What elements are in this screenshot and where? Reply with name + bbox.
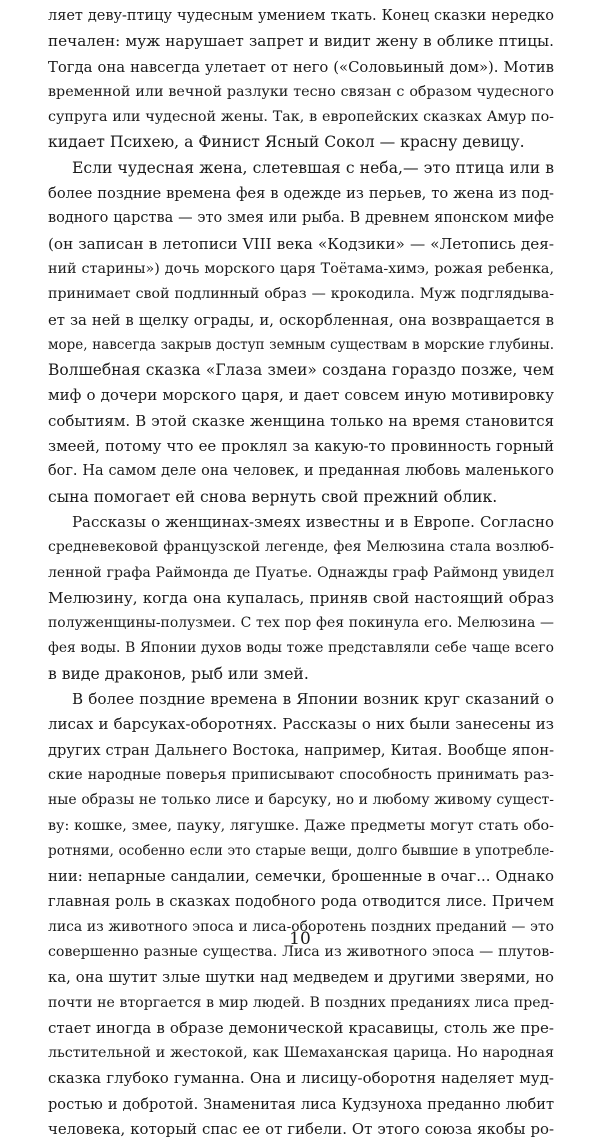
text-line: почти не вторгается в мир людей. В поздних преданиях лиса пред- [48,994,554,1011]
text-line: льстительной и жестокой, как Шемаханская царица. Но народная [48,1045,554,1062]
text-line: средневековой французской легенде, фея Мелюзина стала возлюб- [48,539,554,556]
text-line: ляет деву-птицу чудесным умением ткать. Конец сказки нередко [48,8,554,24]
text-line: ные образы не только лисе и барсуку, но и любому живому сущест- [48,792,554,809]
text-line: стает иногда в образе демонической красавицы, столь же пре- [48,1018,554,1037]
text-line: Рассказы о женщинах-змеях известны и в Европе. Согласно [72,512,554,531]
text-line: более поздние времена фея в одежде из перьев, то жена из под- [48,185,554,203]
text-line: ка, она шутит злые шутки над медведем и другими зверями, но [48,969,554,987]
text-line: бог. На самом деле она человек, и преданная любовь маленького [48,463,554,480]
page-number: 10 [289,929,311,949]
text-line: водного царства — это змея или рыба. В древнем японском мифе [48,210,554,227]
text-line: главная роль в сказках подобного рода отводится лисе. Причем [48,893,554,911]
text-line: ву: кошке, змее, пауку, лягушке. Даже предметы могут стать обо- [48,817,554,834]
text-line: ленной графа Раймонда де Пуатье. Однажды граф Раймонд увидел [48,564,554,581]
text-line: ские народные поверья приписывают способность принимать раз- [48,766,554,783]
text-line: ростью и добротой. Знаменитая лиса Кудзуноха преданно любит [48,1095,554,1113]
text-line: полуженщины-полузмеи. С тех пор фея покинула его. Мелюзина — [48,615,554,632]
text-line: сказка глубоко гуманна. Она и лисицу-оборотня наделяет муд- [48,1069,554,1088]
text-line: море, навсегда закрыв доступ земным существам в морские глубины. [48,336,554,353]
text-line: событиям. В этой сказке женщина только на время становится [48,411,554,430]
text-line: печален: муж нарушает запрет и видит жену в облике птицы. [48,32,554,51]
text-line: змеей, потому что ее проклял за какую-то провинность горный [48,437,554,456]
text-line: (он записан в летописи VIII века «Кодзики» — «Летопись дея- [48,234,554,253]
text-line: Мелюзину, когда она купалась, приняв свой настоящий образ [48,588,554,607]
text-line: ет за ней в щелку ограды, и, оскорбленная, она возвращается в [48,311,554,329]
text-line: нии: непарные сандалии, семечки, брошенные в очаг... Однако [48,867,554,886]
text-line: ний старины») дочь морского царя Тоётама-химэ, рожая ребенка, [48,260,554,277]
text-line: лисах и барсуках-оборотнях. Рассказы о них были занесены из [48,715,554,734]
text-line: в виде драконов, рыб или змей. [48,664,309,683]
text-line: временной или вечной разлуки тесно связан с образом чудесного [48,83,554,100]
text-line: Если чудесная жена, слетевшая с неба,— это птица или в [72,158,554,177]
page-body [48,4,554,1142]
text-line: кидает Психею, а Финист Ясный Сокол — красну девицу. [48,133,525,152]
text-line: ротнями, особенно если это старые вещи, долго бывшие в употребле- [48,842,554,859]
text-line: совершенно разные существа. Лиса из животного эпоса — плутов- [48,943,554,960]
text-line: В более поздние времена в Японии возник круг сказаний о [72,690,554,709]
text-line: Волшебная сказка «Глаза змеи» создана гораздо позже, чем [48,361,554,380]
text-line: лиса из животного эпоса и лиса-оборотень поздних преданий — это [48,918,554,935]
text-line: миф о дочери морского царя, и дает совсем иную мотивировку [48,386,554,405]
text-line: человека, который спас ее от гибели. От этого союза якобы ро- [48,1120,554,1139]
text-line: Тогда она навсегда улетает от него («Соловьиный дом»). Мотив [48,58,554,76]
text-line: фея воды. В Японии духов воды тоже представляли себе чаще всего [48,640,554,657]
text-line: супруга или чудесной жены. Так, в европейских сказках Амур по- [48,109,554,126]
text-line: других стран Дальнего Востока, например, Китая. Вообще япон- [48,741,554,759]
text-line: сына помогает ей снова вернуть свой прежний облик. [48,487,498,506]
text-line: принимает свой подлинный образ — крокодила. Муж подглядыва- [48,286,554,303]
